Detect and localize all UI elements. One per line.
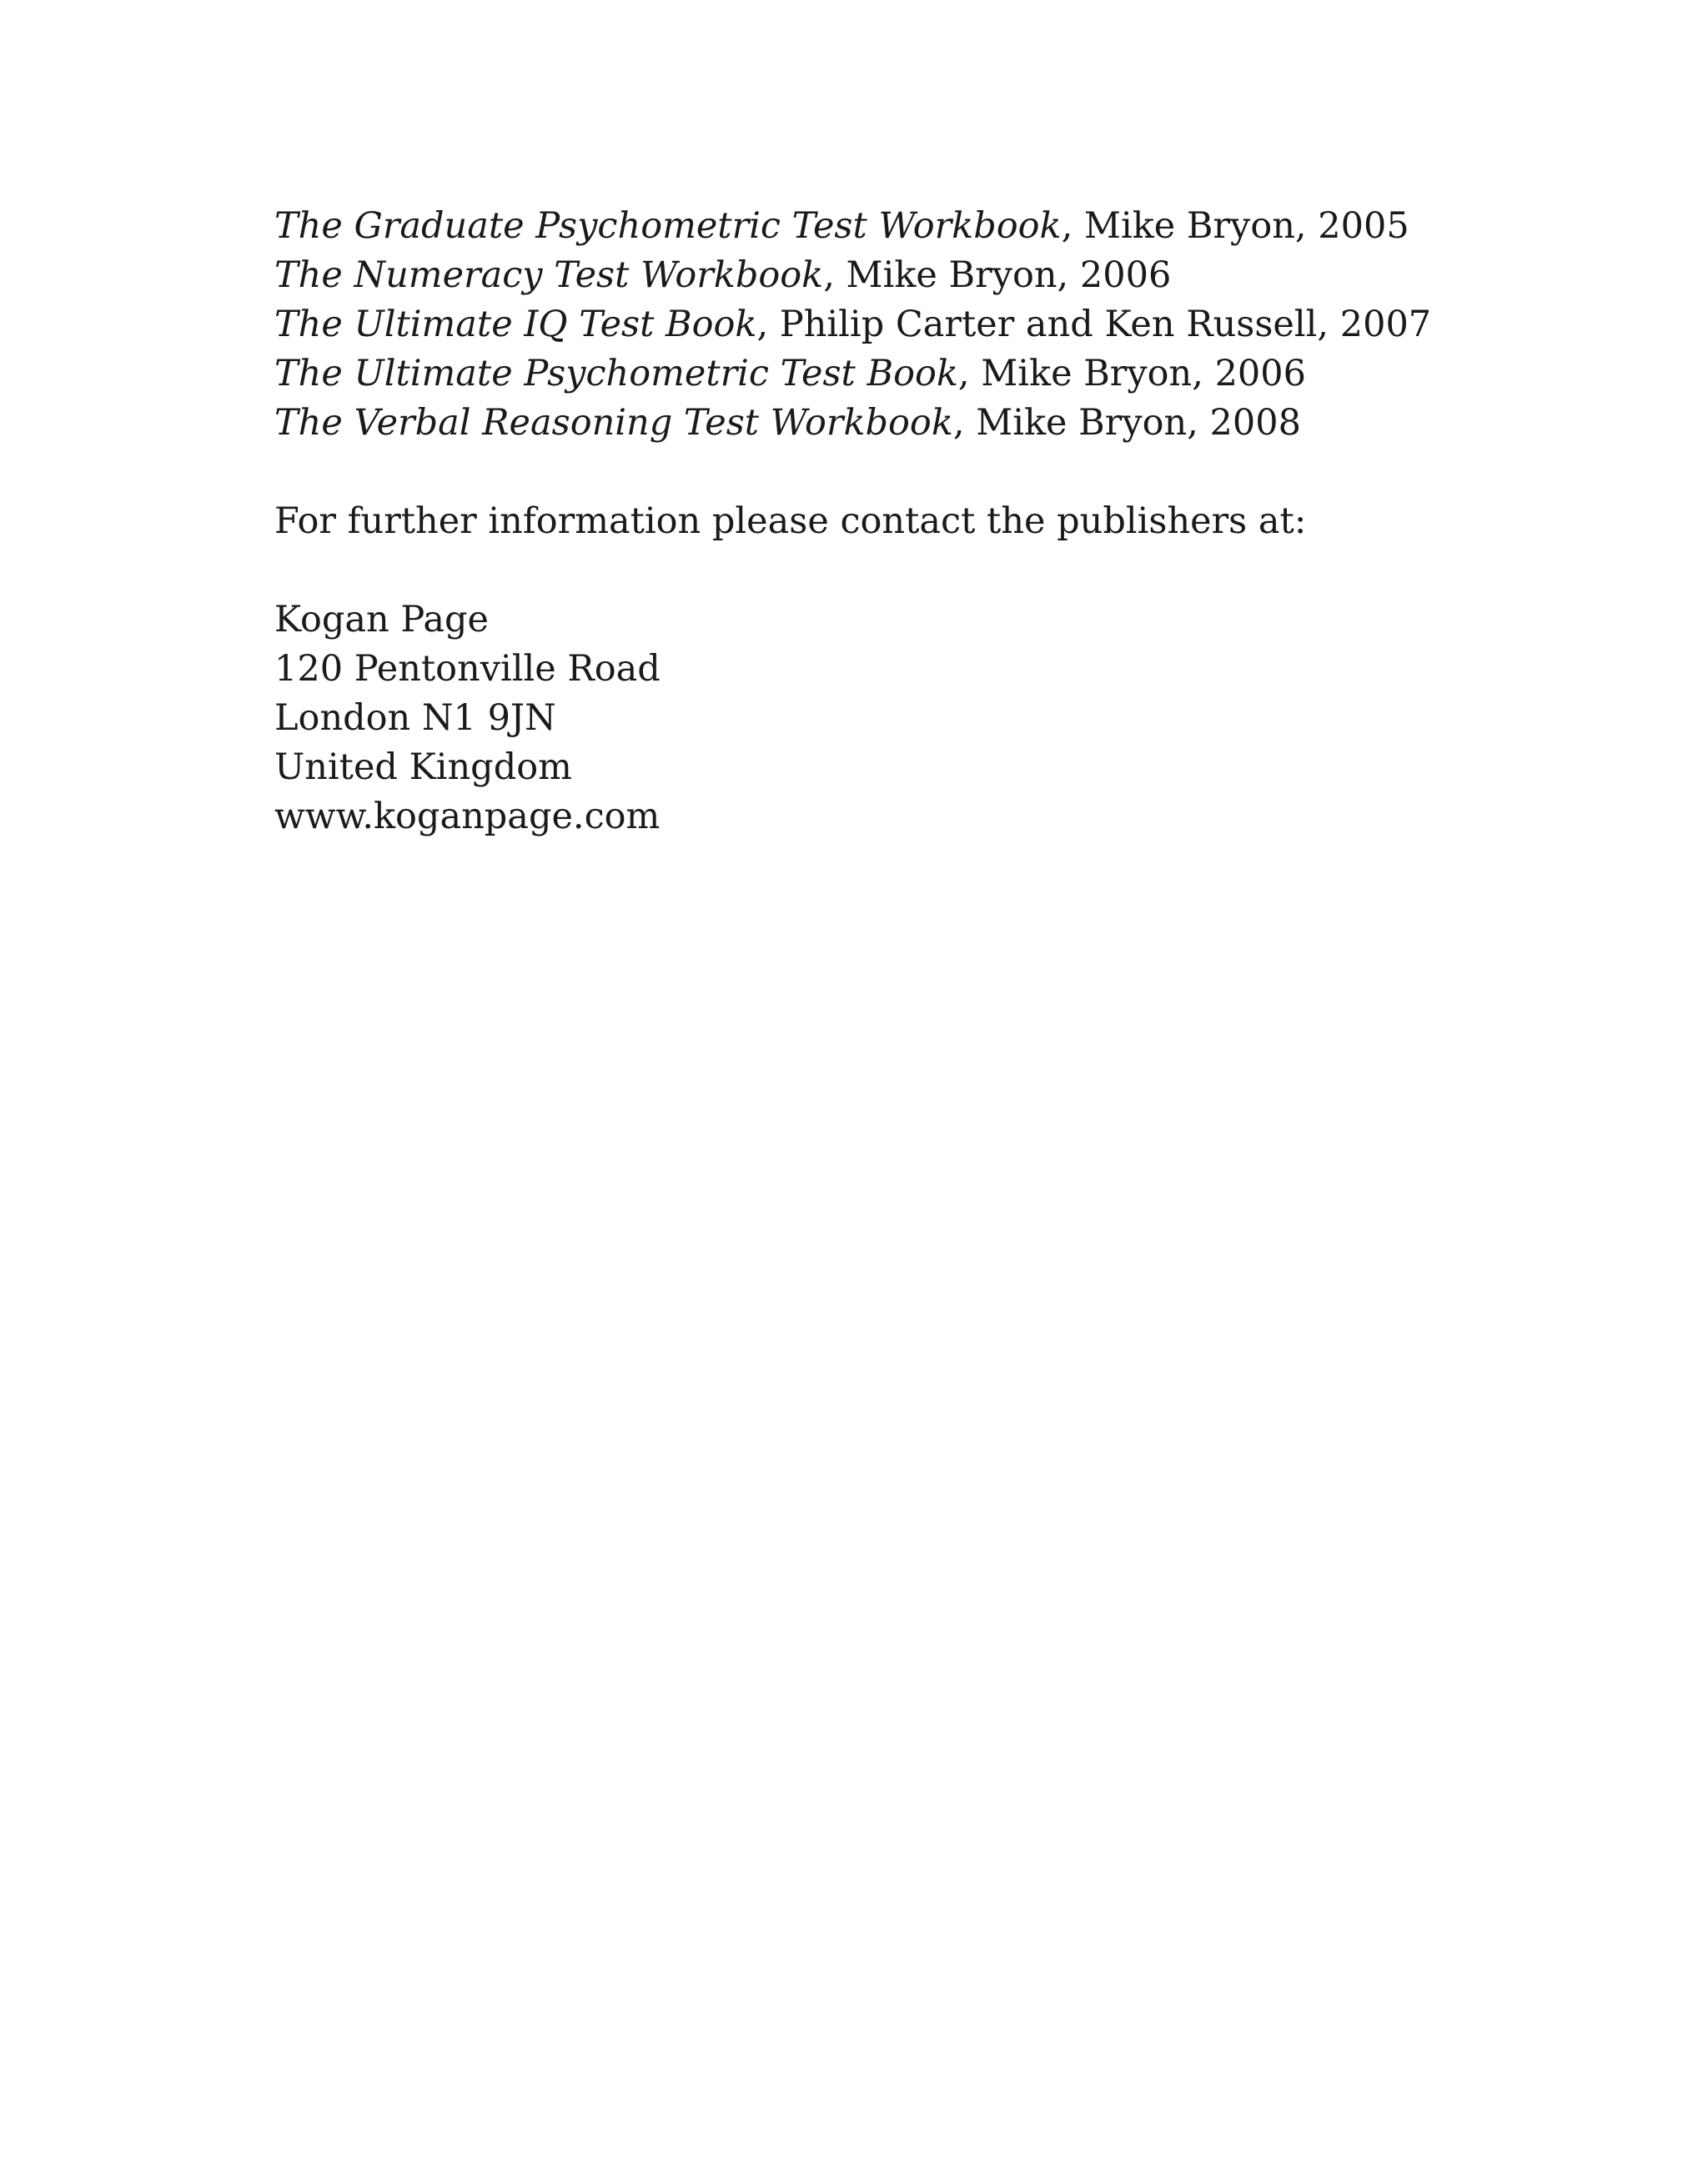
book-list	[274, 202, 1609, 448]
book-title: The Verbal Reasoning Test Workbook	[274, 402, 953, 444]
book-details: , Mike Bryon, 2005	[1061, 205, 1409, 247]
book-title: The Graduate Psychometric Test Workbook	[274, 205, 1062, 247]
book-title: The Numeracy Test Workbook	[274, 254, 824, 296]
website-link[interactable]: www.koganpage.com	[274, 796, 661, 837]
contact-intro: For further information please contact the publishers at:	[274, 500, 1307, 542]
book-entry	[274, 349, 1609, 399]
publisher-address	[274, 595, 1609, 841]
book-details: , Philip Carter and Ken Russell, 2007	[756, 304, 1432, 345]
book-details: , Mike Bryon, 2006	[957, 353, 1307, 394]
street-address: 120 Pentonville Road	[274, 648, 661, 690]
book-entry	[274, 251, 1609, 300]
document-page	[274, 202, 1609, 841]
book-entry	[274, 202, 1609, 251]
book-title: The Ultimate Psychometric Test Book	[274, 353, 958, 394]
book-title: The Ultimate IQ Test Book	[274, 304, 757, 345]
book-details: , Mike Bryon, 2006	[823, 254, 1172, 296]
book-details: , Mike Bryon, 2008	[952, 402, 1301, 444]
city-postcode: London N1 9JN	[274, 697, 556, 739]
country: United Kingdom	[274, 746, 572, 788]
book-entry	[274, 300, 1609, 349]
publisher-name: Kogan Page	[274, 599, 489, 640]
book-entry	[274, 399, 1609, 448]
